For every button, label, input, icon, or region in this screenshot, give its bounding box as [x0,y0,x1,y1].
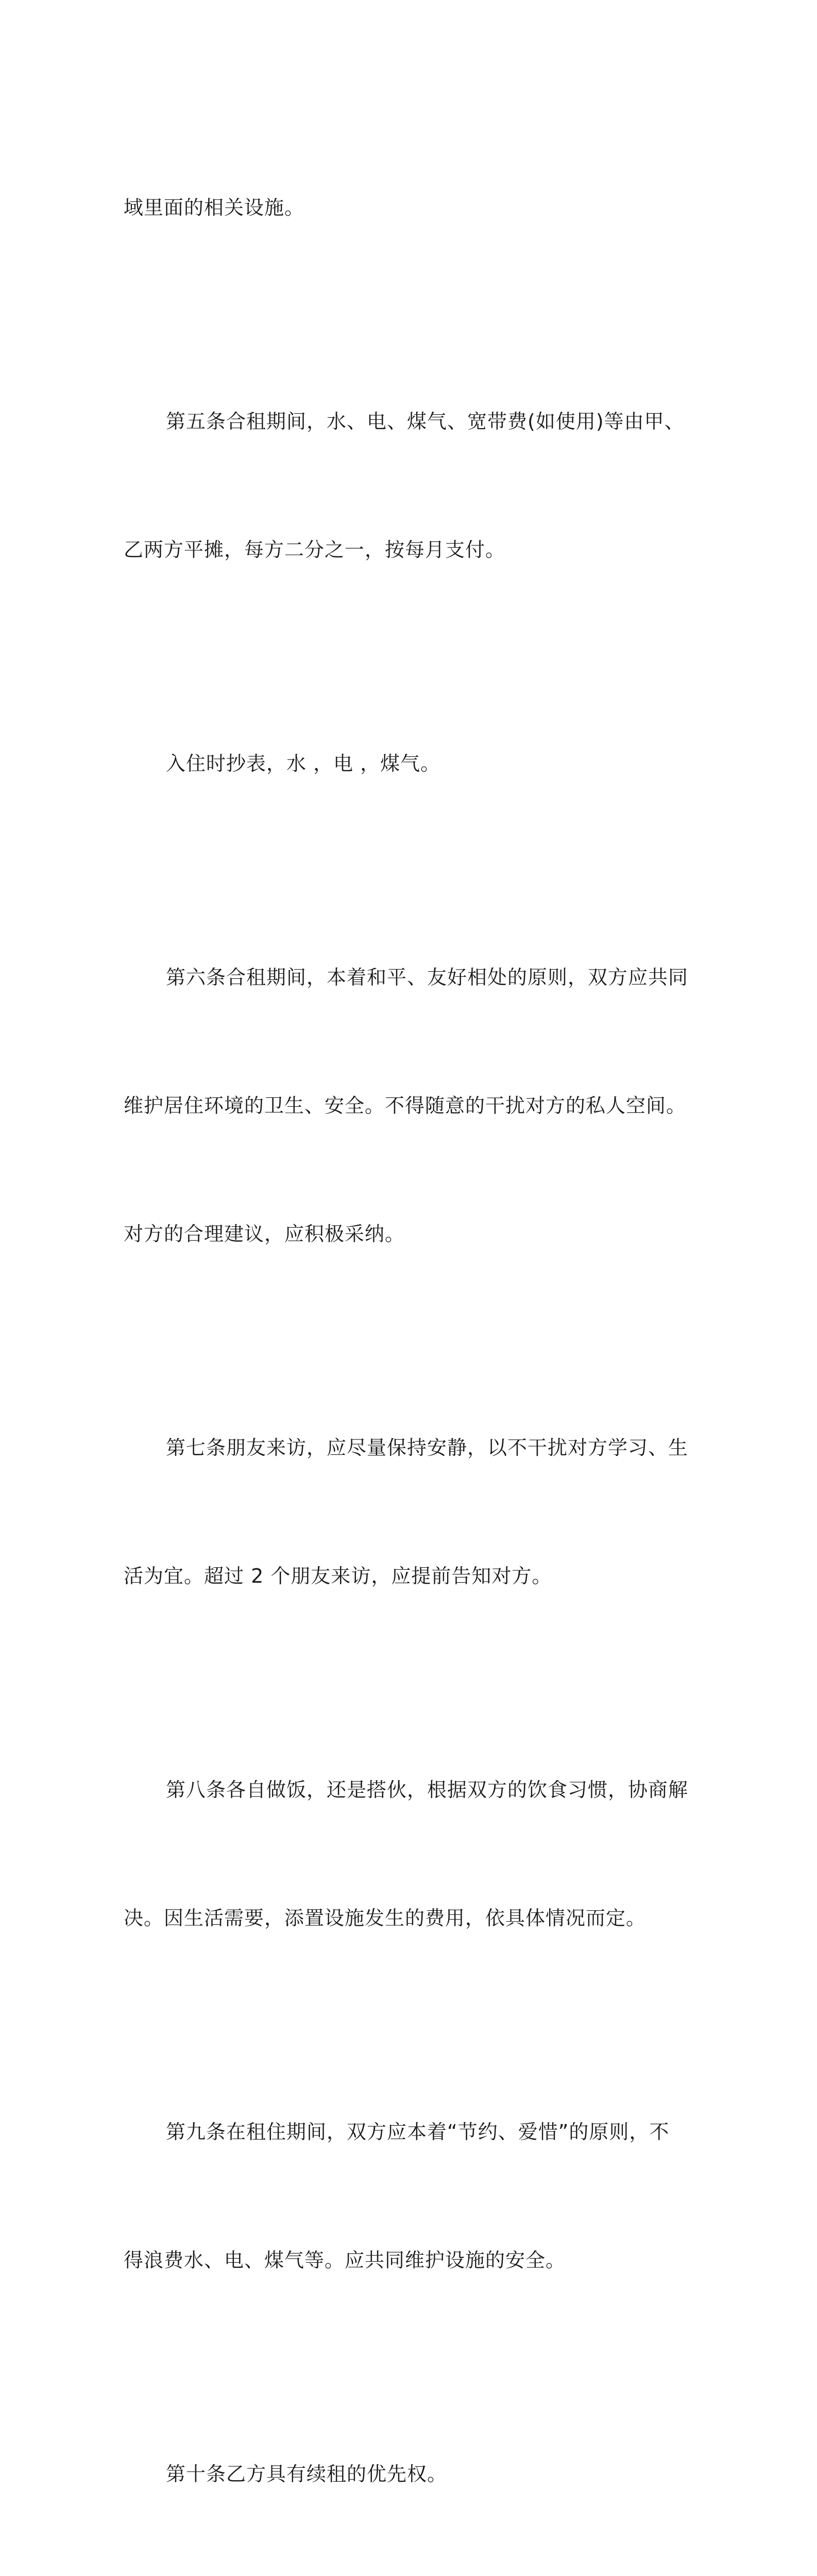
paragraph-meter-reading [124,657,711,871]
text-line: 第九条在租住期间，双方应本着“节约、爱惜”的原则，不 [166,2121,670,2143]
text-line: 第六条合租期间，本着和平、友好相处的原则，双方应共同 [166,966,689,989]
text-line: 第八条各自做饭，还是搭伙，根据双方的饮食习惯，协商解 [166,1778,689,1801]
text-line: 第五条合租期间，水、电、煤气、宽带费(如使用)等由甲、 [166,410,685,433]
paragraph-article-10 [124,2367,711,2576]
text-line: 第七条朋友来访，应尽量保持安静，以不干扰对方学习、生 [166,1436,689,1459]
paragraph-article-9 [124,2025,711,2367]
text-line: 维护居住环境的卫生、安全。不得随意的干扰对方的私人空间。 [124,1094,687,1117]
text-line: 活为宜。超过 2 个朋友来访，应提前告知对方。 [124,1565,552,1587]
text-line: 决。因生活需要，添置设施发生的费用，依具体情况而定。 [124,1907,646,1929]
paragraph-article-6 [124,871,711,1341]
text-line: 入住时抄表，水 ，电 ，煤气。 [166,752,441,775]
text-line: 得浪费水、电、煤气等。应共同维护设施的安全。 [124,2249,566,2272]
paragraph-article-5 [124,315,711,657]
paragraph-article-7 [124,1341,711,1683]
text-line: 乙两方平摊，每方二分之一，按每月支付。 [124,538,506,561]
paragraph-article-8 [124,1683,711,2025]
text-line: 域里面的相关设施。 [124,196,305,219]
paragraph-continuation [124,101,711,315]
text-line: 第十条乙方具有续租的优先权。 [166,2463,448,2485]
text-line: 对方的合理建议，应积极采纳。 [124,1223,405,1245]
document-body [124,101,711,2576]
